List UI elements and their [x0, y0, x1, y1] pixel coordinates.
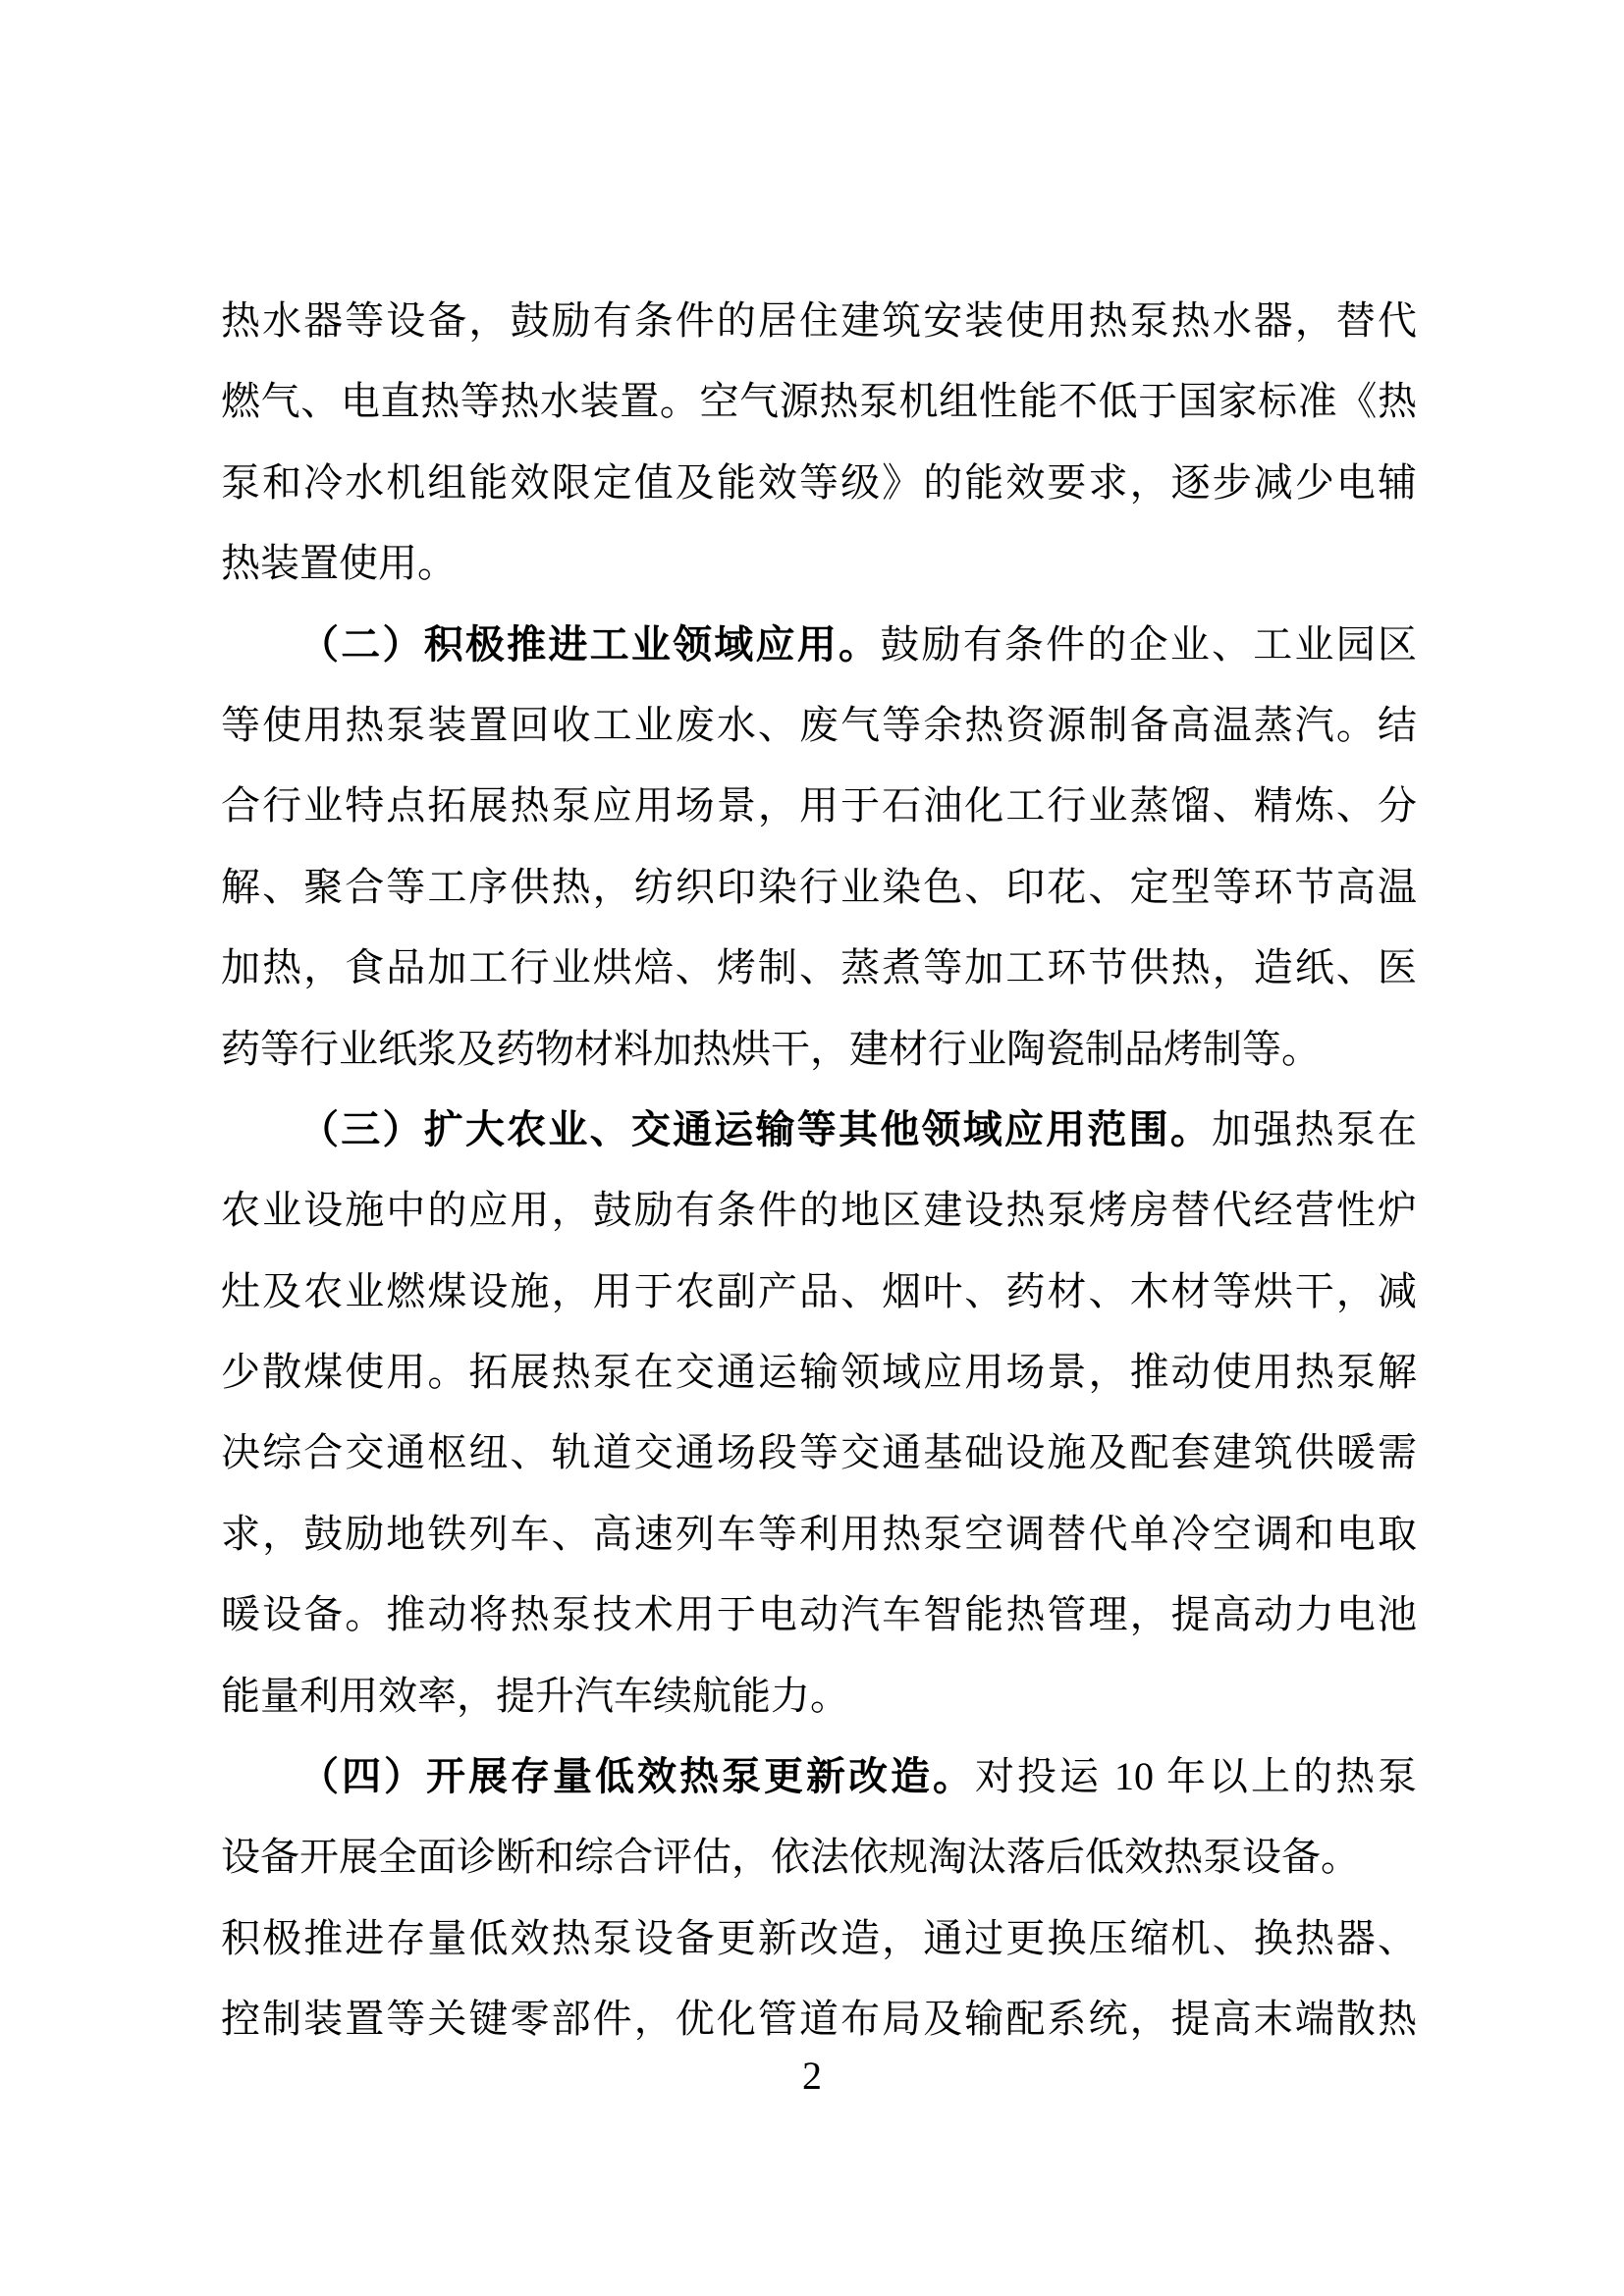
line-text: 决综合交通枢纽、轨道交通场段等交通基础设施及配套建筑供暖需: [221, 1430, 1417, 1475]
text-line: [221, 1252, 1417, 1332]
section-heading: （二）积极推进工业领域应用。: [299, 621, 881, 667]
line-text: 能量利用效率，提升汽车续航能力。: [221, 1673, 849, 1718]
line-text: 解、聚合等工序供热，纺织印染行业染色、印花、定型等环节高温: [221, 864, 1417, 909]
text-line: [221, 1979, 1417, 2059]
text-line: [221, 361, 1417, 442]
line-text: 加热，食品加工行业烘焙、烤制、蒸煮等加工环节供热，造纸、医: [221, 945, 1417, 990]
line-text: 暖设备。推动将热泵技术用于电动汽车智能热管理，提高动力电池: [221, 1592, 1417, 1637]
line-text: 合行业特点拓展热泵应用场景，用于石油化工行业蒸馏、精炼、分: [221, 783, 1417, 828]
page-number: 2: [802, 2054, 822, 2098]
text-line: [221, 443, 1417, 523]
text-line: [221, 523, 1417, 604]
line-text: 灶及农业燃煤设施，用于农副产品、烟叶、药材、木材等烘干，减: [221, 1268, 1417, 1313]
text-line: [221, 766, 1417, 846]
text-line: [221, 928, 1417, 1008]
line-text: 积极推进存量低效热泵设备更新改造，通过更换压缩机、换热器、: [221, 1915, 1417, 1960]
section-heading: （四）开展存量低效热泵更新改造。: [299, 1754, 975, 1799]
body-text: [221, 281, 1417, 2060]
line-text: 燃气、电直热等热水装置。空气源热泵机组性能不低于国家标准《热: [221, 379, 1417, 424]
line-text: 设备开展全面诊断和综合评估，依法依规淘汰落后低效热泵设备。: [221, 1835, 1360, 1880]
line-text: 对投运 10 年以上的热泵: [975, 1754, 1417, 1799]
text-line: [221, 1575, 1417, 1655]
line-text: 热水器等设备，鼓励有条件的居住建筑安装使用热泵热水器，替代: [221, 298, 1417, 343]
section-heading: （三）扩大农业、交通运输等其他领域应用范围。: [299, 1106, 1213, 1151]
line-text: 加强热泵在: [1212, 1106, 1418, 1151]
text-line: [221, 1656, 1417, 1736]
line-text: 药等行业纸浆及药物材料加热烘干，建材行业陶瓷制品烤制等。: [221, 1026, 1321, 1071]
text-line: [221, 1817, 1417, 1897]
text-line: [221, 1009, 1417, 1090]
line-text: 热装置使用。: [221, 541, 457, 586]
line-text: 少散煤使用。拓展热泵在交通运输领域应用场景，推动使用热泵解: [221, 1350, 1417, 1395]
line-text: 泵和冷水机组能效限定值及能效等级》的能效要求，逐步减少电辅: [221, 459, 1417, 505]
line-text: 农业设施中的应用，鼓励有条件的地区建设热泵烤房替代经营性炉: [221, 1188, 1417, 1233]
text-line: [221, 685, 1417, 766]
line-text: 鼓励有条件的企业、工业园区: [880, 621, 1418, 667]
text-line: [221, 1736, 1417, 1817]
text-line: [221, 281, 1417, 361]
line-text: 求，鼓励地铁列车、高速列车等利用热泵空调替代单冷空调和电取: [221, 1511, 1417, 1556]
text-line: [221, 1090, 1417, 1170]
text-line: [221, 1332, 1417, 1413]
text-line: [221, 1494, 1417, 1575]
line-text: 控制装置等关键零部件，优化管道布局及输配系统，提高末端散热: [221, 1997, 1417, 2042]
text-line: [221, 847, 1417, 928]
text-line: [221, 1413, 1417, 1493]
text-line: [221, 1170, 1417, 1251]
line-text: 等使用热泵装置回收工业废水、废气等余热资源制备高温蒸汽。结: [221, 702, 1417, 747]
text-line: [221, 605, 1417, 685]
text-line: [221, 1898, 1417, 1979]
